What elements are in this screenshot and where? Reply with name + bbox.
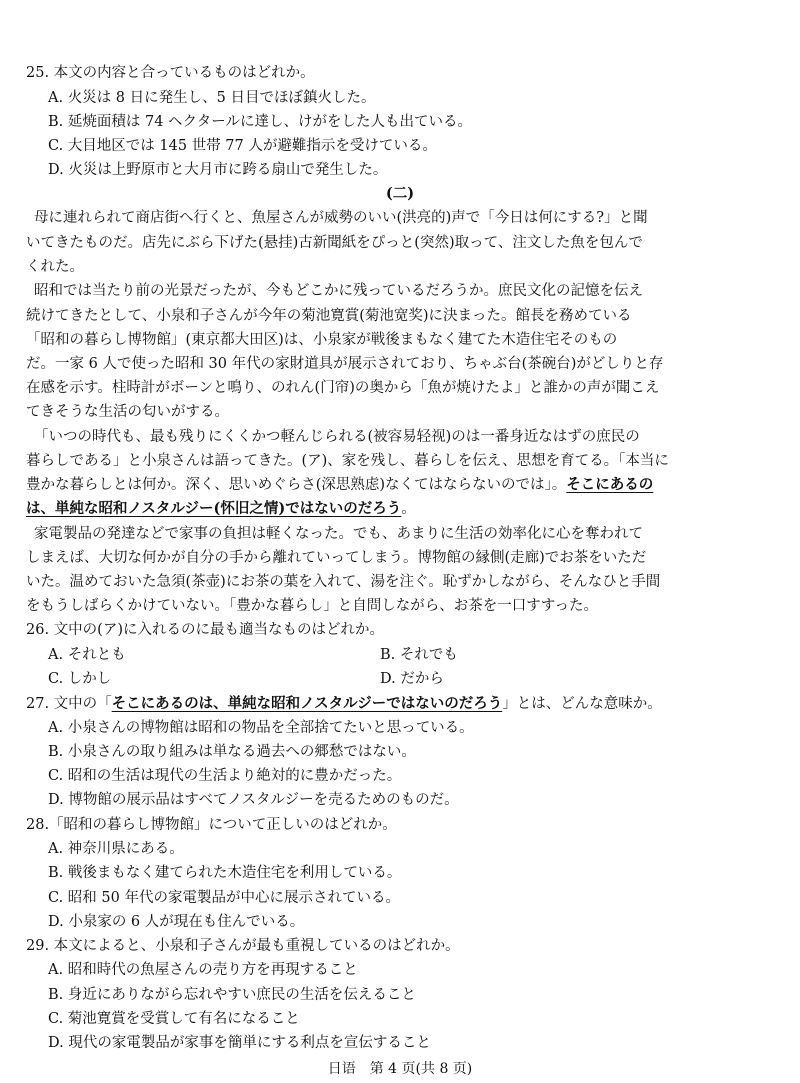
question-29-stem: 29. 本文によると、小泉和子さんが最も重視しているのはどれか。 (26, 938, 460, 954)
question-25-option-b: B. 延焼面積は 74 ヘクタールに達し、けがをした人も出ている。 (48, 114, 472, 130)
passage-line: 「昭和の暮らし博物館」(東京都大田区)は、小泉家が戦後まもなく建てた木造住宅そのもの (26, 332, 618, 348)
quoted-sentence: そこにあるのは、単純な昭和ノスタルジーではないのだろう (111, 695, 503, 712)
passage-line: 家電製品の発達などで家事の負担は軽くなった。でも、あまりに生活の効率化に心を奪われて (34, 526, 643, 542)
passage-line: だ。一家 6 人で使った昭和 30 年代の家財道具が展示されており、ちゃぶ台(茶碗台)がどしりと存 (26, 356, 664, 372)
passage-line: 暮らしである」と小泉さんは語ってきた。(ア)、家を残し、暮らしを伝え、思想を育てる。「本当に (26, 453, 669, 469)
question-25-option-c: C. 大目地区では 145 世帯 77 人が避難指示を受けている。 (48, 138, 437, 154)
passage-text: 。 (401, 501, 416, 517)
question-28-option-d: D. 小泉家の 6 人が現在も住んでいる。 (48, 914, 305, 930)
question-27-option-b: B. 小泉さんの取り組みは単なる過去への郷愁ではない。 (48, 744, 416, 760)
question-26-option-b: B. それでも (380, 647, 458, 663)
passage-line (26, 498, 416, 520)
question-26-option-d: D. だから (380, 671, 444, 687)
question-28-option-a: A. 神奈川県にある。 (48, 841, 184, 857)
highlighted-sentence: そこにあるの (566, 476, 654, 493)
highlighted-sentence: は、単純な昭和ノスタルジー(怀旧之情)ではないのだろう (26, 500, 402, 517)
question-text: 27. 文中の「 (26, 696, 112, 712)
passage-line: くれた。 (26, 259, 84, 275)
question-27-option-c: C. 昭和の生活は現代の生活より絶対的に豊かだった。 (48, 768, 402, 784)
question-25-stem: 25. 本文の内容と合っているものはどれか。 (26, 65, 315, 81)
passage-line (26, 474, 653, 496)
question-26-stem: 26. 文中の(ア)に入れるのに最も適当なものはどれか。 (26, 622, 384, 638)
question-text: 」とは、どんな意味か。 (502, 696, 662, 712)
question-25-option-a: A. 火災は 8 日に発生し、5 日目でほぼ鎮火した。 (48, 90, 376, 106)
passage-line: 昭和では当たり前の光景だったが、今もどこかに残っているだろうか。庶民文化の記憶を伝え (34, 283, 643, 299)
question-27-option-a: A. 小泉さんの博物館は昭和の物品を全部捨てたいと思っている。 (48, 720, 474, 736)
question-26-option-a: A. それとも (48, 647, 126, 663)
question-27-option-d: D. 博物館の展示品はすべてノスタルジーを売るためのものだ。 (48, 792, 459, 808)
section-title: (二) (385, 185, 415, 202)
question-28-option-c: C. 昭和 50 年代の家電製品が中心に展示されている。 (48, 890, 400, 906)
page-footer: 日语 第 4 页(共 8 页) (327, 1061, 473, 1077)
passage-line: をもうしばらくかけていない。「豊かな暮らし」と自問しながら、お茶を一口すすった。 (26, 598, 599, 614)
passage-line: 在感を示す。柱時計がボーンと鳴り、のれん(门帘)の奥から「魚が焼けたよ」と誰かの声が聞こえ (26, 380, 660, 396)
question-25-option-d: D. 火災は上野原市と大月市に跨る扇山で発生した。 (48, 162, 388, 178)
passage-line: 「いつの時代も、最も残りにくくかつ軽んじられる(被容易轻视)のは一番身近なはずの庶民の (34, 429, 640, 445)
question-29-option-d: D. 現代の家電製品が家事を簡単にする利点を宣伝すること (48, 1035, 431, 1051)
passage-line: いた。温めておいた急須(茶壶)にお茶の葉を入れて、湯を注ぐ。恥ずかしながら、そんなひと手間 (26, 574, 661, 590)
question-28-option-b: B. 戦後まもなく建てられた木造住宅を利用している。 (48, 865, 402, 881)
passage-line: 母に連れられて商店街へ行くと、魚屋さんが威勢のいい(洪亮的)声で「今日は何にする?」と聞 (34, 210, 648, 226)
question-29-option-a: A. 昭和時代の魚屋さんの売り方を再現すること (48, 962, 358, 978)
question-28-stem: 28.「昭和の暮らし博物館」について正しいのはどれか。 (26, 817, 397, 833)
question-29-option-b: B. 身近にありながら忘れやすい庶民の生活を伝えること (48, 987, 416, 1003)
passage-line: てきそうな生活の匂いがする。 (26, 404, 229, 420)
passage-line: 続けてきたとして、小泉和子さんが今年の菊池寛賞(菊池宽奖)に決まった。館長を務めている (26, 308, 632, 324)
passage-line: いてきたものだ。店先にぶら下げた(悬挂)古新聞紙をぴっと(突然)取って、注文した魚を包んで (26, 235, 643, 251)
passage-text: 豊かな暮らしとは何か。深く、思いめぐらさ(深思熟虑)なくてはならないのでは」。 (26, 477, 567, 493)
question-27-stem (26, 693, 662, 715)
question-26-option-c: C. しかし (48, 671, 112, 687)
passage-line: しまえば、大切な何かが自分の手から離れていってしまう。博物館の縁側(走廊)でお茶をいただ (26, 550, 647, 566)
question-29-option-c: C. 菊池寛賞を受賞して有名になること (48, 1011, 300, 1027)
